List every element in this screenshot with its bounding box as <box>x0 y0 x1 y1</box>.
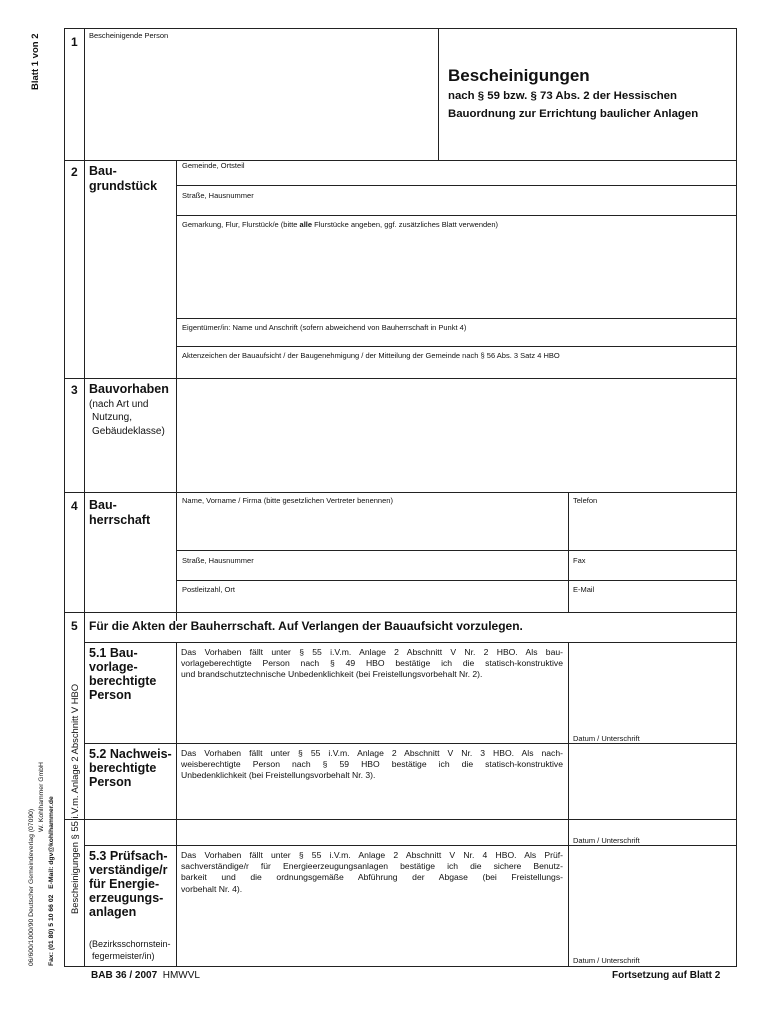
building-plot-title-2: grundstück <box>89 179 158 193</box>
parcel-field[interactable] <box>178 231 735 317</box>
construction-project-hint-2: Nutzung, <box>92 412 133 423</box>
postal-code-label: Postleitzahl, Ort <box>182 585 235 594</box>
cert-5-3-title-5: anlagen <box>89 905 137 919</box>
form-subtitle-line-1: nach § 59 bzw. § 73 Abs. 2 der Hessischen <box>448 90 677 102</box>
builder-street-label: Straße, Hausnummer <box>182 556 254 565</box>
cert-5-3-signature-label: Datum / Unterschrift <box>573 956 640 965</box>
cert-5-2-signature-field[interactable] <box>570 745 735 834</box>
file-reference-label: Aktenzeichen der Bauaufsicht / der Baugenehmigung / der Mitteilung der Gemeinde nach § 56 Abs. 3 Satz 4 HBO <box>182 351 560 360</box>
form-subtitle-line-2: Bauordnung zur Errichtung baulicher Anlagen <box>448 108 699 120</box>
publisher-contact <box>48 796 55 966</box>
cert-5-1-signature-label: Datum / Unterschrift <box>573 734 640 743</box>
cert-5-1-title-1: 5.1 Bau- <box>89 646 138 660</box>
cert-5-3-signature-field[interactable] <box>570 847 735 955</box>
cert-5-3-line-4: vorbehalt Nr. 4). <box>181 883 243 894</box>
fax-label: Fax <box>573 556 586 565</box>
building-plot-title-1: Bau- <box>89 164 117 178</box>
construction-project-field[interactable] <box>178 380 735 490</box>
builder-title-1: Bau- <box>89 498 117 512</box>
parcel-label-emphasis: alle <box>299 220 313 229</box>
cert-5-1-title-4: Person <box>89 688 132 702</box>
cert-5-3-title-1: 5.3 Prüfsach- <box>89 849 168 863</box>
certifying-person-label: Bescheinigende Person <box>89 31 169 40</box>
construction-project-hint-1: (nach Art und <box>89 399 149 410</box>
cert-5-3-line-1: Das Vorhaben fällt unter § 55 i.V.m. Anlage 2 Abschnitt V Nr. 4 HBO. Als Prüf- <box>181 850 563 860</box>
cert-5-2-text <box>181 748 563 782</box>
email-address: E-Mail: dgv@kohlhammer.de <box>48 796 55 889</box>
cert-5-2-line-3: Unbedenklichkeit (bei Freistellungsvorbehalt Nr. 3). <box>181 770 376 781</box>
cert-5-3-title-4: erzeugungs- <box>89 891 164 905</box>
plot-street-field[interactable] <box>178 201 735 214</box>
fax-field[interactable] <box>570 566 735 579</box>
section5-heading: Für die Akten der Bauherrschaft. Auf Verlangen der Bauaufsicht vorzulegen. <box>89 619 523 633</box>
parcel-label <box>182 220 498 229</box>
parcel-label-pre: Gemarkung, Flur, Flurstück/e (bitte <box>182 220 300 229</box>
cert-5-3-title-3: für Energie- <box>89 877 160 891</box>
telephone-field[interactable] <box>570 506 735 548</box>
cert-5-2-line-2: weisberechtigte Person nach § 59 HBO bestätige ich die statisch-konstruktive <box>181 759 563 770</box>
builder-title-2: herrschaft <box>89 513 151 527</box>
fax-number: Fax: (01 80) 5 10 66 02 <box>48 894 55 966</box>
email-label: E-Mail <box>573 585 595 594</box>
cert-5-1-title-2: vorlage- <box>89 660 138 674</box>
cert-5-3-line-2: sachverständige/r für Energieerzeugungsanlagen bestätige ich die sichere Benutz- <box>181 861 563 872</box>
construction-project-title: Bauvorhaben <box>89 382 169 396</box>
cert-5-1-signature-field[interactable] <box>570 644 735 732</box>
file-reference-field[interactable] <box>178 361 735 377</box>
cert-5-2-title-2: berechtigte <box>89 761 157 775</box>
certifying-person-field[interactable] <box>86 42 436 158</box>
cert-5-1-text <box>181 647 563 681</box>
cert-5-2-line-1: Das Vorhaben fällt unter § 55 i.V.m. Anlage 2 Abschnitt V Nr. 3 HBO. Als nach- <box>181 748 563 758</box>
cert-5-2-signature-label: Datum / Unterschrift <box>573 836 640 845</box>
builder-street-field[interactable] <box>178 566 566 579</box>
owner-field[interactable] <box>178 333 735 345</box>
cert-5-3-text <box>181 850 563 895</box>
cert-5-1-line-3: und brandschutztechnische Unbedenklichkeit (bei Freistellungsvorbehalt Nr. 2). <box>181 669 483 680</box>
parcel-label-post: Flurstücke angeben, ggf. zusätzliches Blatt verwenden) <box>312 220 498 229</box>
publisher-line-2: W. Kohlhammer GmbH <box>38 762 45 832</box>
section5-vertical-caption: Bescheinigungen § 55 i.V.m. Anlage 2 Abschnitt V HBO <box>69 683 80 914</box>
cert-5-2-title-1: 5.2 Nachweis- <box>89 747 172 761</box>
cert-5-3-line-3: barkeit und die ordnungsgemäße Abführung der Abgase (bei Freistellungs- <box>181 872 563 883</box>
builder-name-field[interactable] <box>178 506 566 548</box>
section-number-2: 2 <box>71 165 78 179</box>
cert-5-2-title-3: Person <box>89 775 132 789</box>
municipality-field[interactable] <box>178 171 735 184</box>
cert-5-1-line-2: vorlageberechtigte Person nach § 49 HBO bestätige ich die statisch-konstruktive <box>181 658 563 669</box>
section-number-1: 1 <box>71 35 78 49</box>
form-code-suffix: HMWVL <box>162 970 200 981</box>
page-side-label: Blatt 1 von 2 <box>30 33 41 90</box>
form-title: Bescheinigungen <box>448 66 590 85</box>
continuation-note: Fortsetzung auf Blatt 2 <box>612 970 721 981</box>
municipality-label: Gemeinde, Ortsteil <box>182 161 245 170</box>
builder-name-label: Name, Vorname / Firma (bitte gesetzlichen Vertreter benennen) <box>182 496 393 505</box>
construction-project-hint-3: Gebäudeklasse) <box>92 426 165 437</box>
cert-5-3-note-2: fegermeister/in) <box>92 951 155 961</box>
cert-5-3-note-1: (Bezirksschornstein- <box>89 939 171 949</box>
cert-5-1-title-3: berechtigte <box>89 674 157 688</box>
form-code <box>91 970 200 981</box>
plot-street-label: Straße, Hausnummer <box>182 191 254 200</box>
publisher-line-1: 06/600/1000/90 Deutscher Gemeindeverlag (07090) <box>28 808 35 966</box>
section-number-3: 3 <box>71 383 78 397</box>
postal-code-field[interactable] <box>178 595 566 611</box>
email-field[interactable] <box>570 595 735 611</box>
cert-5-3-title-2: verständige/r <box>89 863 168 877</box>
form-code-number: BAB 36 / 2007 <box>91 970 158 981</box>
cert-5-1-line-1: Das Vorhaben fällt unter § 55 i.V.m. Anlage 2 Abschnitt V Nr. 2 HBO. Als bau- <box>181 647 563 657</box>
section-number-5: 5 <box>71 619 78 633</box>
section-number-4: 4 <box>71 499 78 513</box>
owner-label: Eigentümer/in: Name und Anschrift (sofern abweichend von Bauherrschaft in Punkt 4) <box>182 323 467 332</box>
telephone-label: Telefon <box>573 496 598 505</box>
